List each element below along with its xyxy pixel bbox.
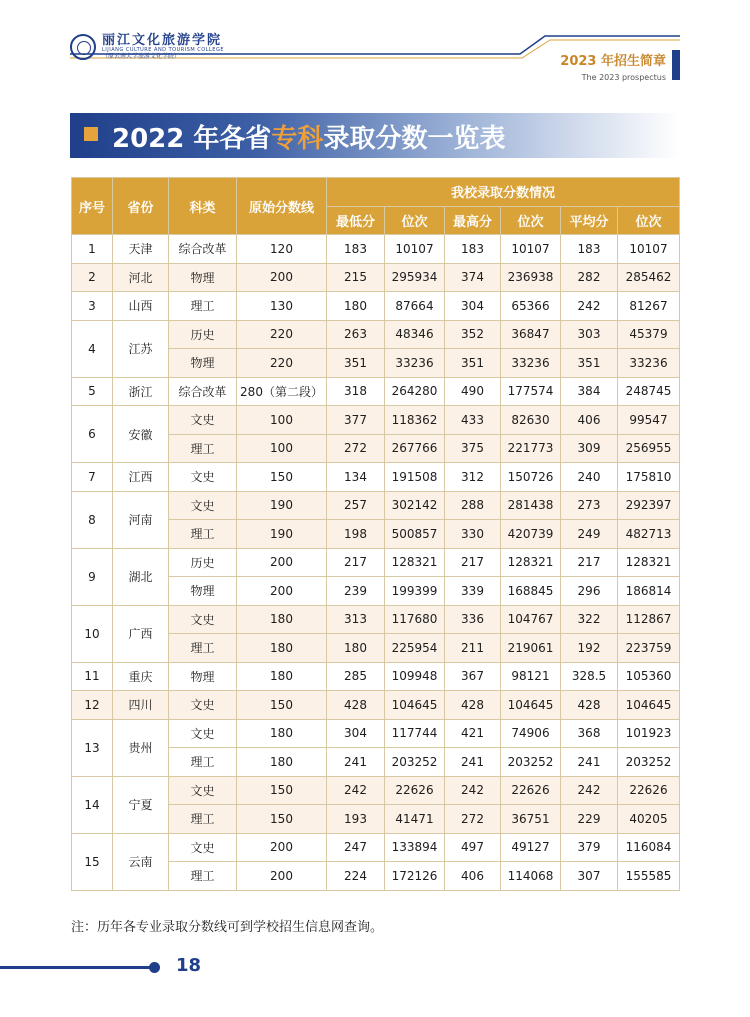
cell-max-rank: 236938 — [501, 263, 561, 292]
cell-avg-score: 351 — [561, 349, 618, 378]
cell-category: 理工 — [169, 434, 237, 463]
cell-max-score: 304 — [445, 292, 501, 321]
cell-avg-score: 282 — [561, 263, 618, 292]
cell-baseline: 150 — [237, 463, 327, 492]
cell-avg-rank: 223759 — [618, 634, 680, 663]
prospectus-label — [560, 50, 666, 82]
cell-min-rank: 118362 — [385, 406, 445, 435]
cell-max-rank: 177574 — [501, 377, 561, 406]
cell-avg-rank: 285462 — [618, 263, 680, 292]
header-school-scores: 我校录取分数情况 — [327, 178, 680, 207]
cell-max-rank: 281438 — [501, 491, 561, 520]
cell-min-score: 313 — [327, 605, 385, 634]
cell-province: 云南 — [113, 833, 169, 890]
cell-min-score: 263 — [327, 320, 385, 349]
cell-max-score: 339 — [445, 577, 501, 606]
table-row — [72, 833, 680, 862]
cell-min-score: 217 — [327, 548, 385, 577]
cell-baseline: 130 — [237, 292, 327, 321]
cell-min-score: 247 — [327, 833, 385, 862]
cell-max-rank: 22626 — [501, 776, 561, 805]
title-square-icon — [84, 127, 98, 141]
title-suffix: 录取分数一览表 — [323, 124, 506, 154]
cell-index: 14 — [72, 776, 113, 833]
title-highlight: 专科 — [271, 124, 324, 154]
cell-avg-rank: 256955 — [618, 434, 680, 463]
cell-max-score: 433 — [445, 406, 501, 435]
college-logo — [70, 34, 224, 60]
cell-avg-rank: 112867 — [618, 605, 680, 634]
college-seal-icon — [70, 34, 96, 60]
cell-category: 文史 — [169, 605, 237, 634]
cell-avg-score: 428 — [561, 691, 618, 720]
cell-max-score: 497 — [445, 833, 501, 862]
cell-province: 重庆 — [113, 662, 169, 691]
cell-min-score: 377 — [327, 406, 385, 435]
cell-baseline: 200 — [237, 577, 327, 606]
cell-min-rank: 267766 — [385, 434, 445, 463]
cell-category: 文史 — [169, 719, 237, 748]
cell-avg-score: 249 — [561, 520, 618, 549]
cell-min-score: 224 — [327, 862, 385, 891]
cell-avg-rank: 99547 — [618, 406, 680, 435]
cell-max-score: 241 — [445, 748, 501, 777]
cell-index: 11 — [72, 662, 113, 691]
cell-max-score: 367 — [445, 662, 501, 691]
cell-avg-score: 384 — [561, 377, 618, 406]
cell-max-rank: 104767 — [501, 605, 561, 634]
cell-province: 江苏 — [113, 320, 169, 377]
cell-max-rank: 114068 — [501, 862, 561, 891]
table-row — [72, 292, 680, 321]
cell-baseline: 190 — [237, 520, 327, 549]
cell-min-rank: 128321 — [385, 548, 445, 577]
table-row — [72, 662, 680, 691]
cell-baseline: 150 — [237, 691, 327, 720]
table-row — [72, 463, 680, 492]
cell-avg-rank: 155585 — [618, 862, 680, 891]
cell-avg-score: 303 — [561, 320, 618, 349]
cell-baseline: 200 — [237, 548, 327, 577]
cell-max-rank: 82630 — [501, 406, 561, 435]
cell-max-rank: 49127 — [501, 833, 561, 862]
cell-baseline: 180 — [237, 719, 327, 748]
cell-avg-score: 379 — [561, 833, 618, 862]
cell-category: 理工 — [169, 862, 237, 891]
cell-province: 宁夏 — [113, 776, 169, 833]
cell-min-rank: 133894 — [385, 833, 445, 862]
cell-province: 浙江 — [113, 377, 169, 406]
cell-max-rank: 36847 — [501, 320, 561, 349]
cell-category: 文史 — [169, 833, 237, 862]
cell-max-rank: 65366 — [501, 292, 561, 321]
cell-avg-rank: 33236 — [618, 349, 680, 378]
cell-baseline: 190 — [237, 491, 327, 520]
cell-avg-score: 328.5 — [561, 662, 618, 691]
cell-province: 安徽 — [113, 406, 169, 463]
header-min-rank: 位次 — [385, 206, 445, 235]
cell-min-score: 285 — [327, 662, 385, 691]
cell-avg-rank: 101923 — [618, 719, 680, 748]
cell-max-score: 242 — [445, 776, 501, 805]
cell-category: 理工 — [169, 520, 237, 549]
cell-min-rank: 295934 — [385, 263, 445, 292]
cell-min-score: 272 — [327, 434, 385, 463]
table-row — [72, 235, 680, 264]
cell-min-rank: 264280 — [385, 377, 445, 406]
cell-max-score: 312 — [445, 463, 501, 492]
cell-min-score: 257 — [327, 491, 385, 520]
cell-index: 1 — [72, 235, 113, 264]
cell-baseline: 100 — [237, 406, 327, 435]
cell-baseline: 280（第二段） — [237, 377, 327, 406]
cell-baseline: 200 — [237, 833, 327, 862]
cell-avg-rank: 175810 — [618, 463, 680, 492]
cell-max-score: 330 — [445, 520, 501, 549]
cell-min-rank: 203252 — [385, 748, 445, 777]
cell-max-rank: 150726 — [501, 463, 561, 492]
cell-max-score: 490 — [445, 377, 501, 406]
table-row — [72, 377, 680, 406]
cell-avg-rank: 22626 — [618, 776, 680, 805]
cell-avg-rank: 482713 — [618, 520, 680, 549]
admission-scores-table — [71, 177, 680, 891]
header-min-score: 最低分 — [327, 206, 385, 235]
cell-category: 物理 — [169, 263, 237, 292]
page-number: 18 — [176, 955, 202, 976]
header-avg-rank: 位次 — [618, 206, 680, 235]
cell-index: 8 — [72, 491, 113, 548]
cell-max-score: 421 — [445, 719, 501, 748]
cell-avg-rank: 81267 — [618, 292, 680, 321]
cell-avg-score: 273 — [561, 491, 618, 520]
cell-min-score: 242 — [327, 776, 385, 805]
cell-index: 2 — [72, 263, 113, 292]
cell-category: 综合改革 — [169, 235, 237, 264]
cell-min-score: 180 — [327, 292, 385, 321]
cell-min-score: 193 — [327, 805, 385, 834]
cell-category: 物理 — [169, 349, 237, 378]
cell-province: 山西 — [113, 292, 169, 321]
cell-province: 四川 — [113, 691, 169, 720]
cell-max-rank: 74906 — [501, 719, 561, 748]
cell-avg-score: 217 — [561, 548, 618, 577]
cell-category: 理工 — [169, 748, 237, 777]
cell-avg-rank: 104645 — [618, 691, 680, 720]
cell-category: 历史 — [169, 548, 237, 577]
cell-index: 3 — [72, 292, 113, 321]
cell-category: 文史 — [169, 491, 237, 520]
cell-index: 12 — [72, 691, 113, 720]
cell-baseline: 150 — [237, 805, 327, 834]
cell-province: 广西 — [113, 605, 169, 662]
prospectus-title-en: The 2023 prospectus — [581, 73, 666, 82]
cell-min-score: 198 — [327, 520, 385, 549]
title-prefix: 2022 年各省 — [112, 124, 272, 154]
cell-avg-score: 240 — [561, 463, 618, 492]
cell-baseline: 220 — [237, 320, 327, 349]
header-province: 省份 — [113, 178, 169, 235]
cell-avg-score: 296 — [561, 577, 618, 606]
cell-avg-score: 406 — [561, 406, 618, 435]
cell-max-score: 183 — [445, 235, 501, 264]
cell-max-score: 336 — [445, 605, 501, 634]
cell-min-rank: 302142 — [385, 491, 445, 520]
cell-category: 文史 — [169, 463, 237, 492]
header-accent-bar — [672, 50, 680, 80]
table-row — [72, 691, 680, 720]
cell-avg-rank: 128321 — [618, 548, 680, 577]
cell-index: 5 — [72, 377, 113, 406]
cell-max-score: 428 — [445, 691, 501, 720]
cell-baseline: 180 — [237, 662, 327, 691]
table-row — [72, 719, 680, 748]
cell-avg-rank: 116084 — [618, 833, 680, 862]
cell-category: 理工 — [169, 292, 237, 321]
header-max-rank: 位次 — [501, 206, 561, 235]
cell-min-rank: 33236 — [385, 349, 445, 378]
cell-min-rank: 117680 — [385, 605, 445, 634]
college-former-name: （原云南大学旅游文化学院） — [102, 52, 181, 60]
cell-min-rank: 199399 — [385, 577, 445, 606]
cell-index: 7 — [72, 463, 113, 492]
header-category: 科类 — [169, 178, 237, 235]
cell-category: 历史 — [169, 320, 237, 349]
cell-min-rank: 109948 — [385, 662, 445, 691]
cell-min-rank: 104645 — [385, 691, 445, 720]
cell-baseline: 220 — [237, 349, 327, 378]
cell-min-score: 241 — [327, 748, 385, 777]
cell-min-score: 239 — [327, 577, 385, 606]
cell-avg-rank: 186814 — [618, 577, 680, 606]
cell-index: 4 — [72, 320, 113, 377]
cell-min-rank: 48346 — [385, 320, 445, 349]
cell-max-score: 217 — [445, 548, 501, 577]
cell-category: 文史 — [169, 691, 237, 720]
cell-min-score: 351 — [327, 349, 385, 378]
cell-category: 文史 — [169, 406, 237, 435]
page-header — [0, 0, 750, 100]
cell-category: 物理 — [169, 662, 237, 691]
table-row — [72, 491, 680, 520]
cell-baseline: 120 — [237, 235, 327, 264]
cell-max-rank: 420739 — [501, 520, 561, 549]
cell-avg-score: 192 — [561, 634, 618, 663]
table-row — [72, 548, 680, 577]
cell-min-rank: 22626 — [385, 776, 445, 805]
cell-avg-score: 229 — [561, 805, 618, 834]
cell-max-score: 406 — [445, 862, 501, 891]
cell-min-score: 215 — [327, 263, 385, 292]
cell-max-rank: 128321 — [501, 548, 561, 577]
cell-avg-rank: 248745 — [618, 377, 680, 406]
college-name-cn: 丽江文化旅游学院 — [102, 33, 223, 48]
cell-baseline: 150 — [237, 776, 327, 805]
header-baseline: 原始分数线 — [237, 178, 327, 235]
cell-province: 湖北 — [113, 548, 169, 605]
cell-avg-rank: 292397 — [618, 491, 680, 520]
cell-min-rank: 500857 — [385, 520, 445, 549]
cell-province: 贵州 — [113, 719, 169, 776]
cell-avg-rank: 45379 — [618, 320, 680, 349]
cell-max-rank: 98121 — [501, 662, 561, 691]
cell-index: 15 — [72, 833, 113, 890]
cell-max-rank: 219061 — [501, 634, 561, 663]
cell-category: 物理 — [169, 577, 237, 606]
cell-max-score: 374 — [445, 263, 501, 292]
cell-min-score: 134 — [327, 463, 385, 492]
cell-min-rank: 41471 — [385, 805, 445, 834]
cell-min-rank: 117744 — [385, 719, 445, 748]
cell-province: 江西 — [113, 463, 169, 492]
header-index: 序号 — [72, 178, 113, 235]
cell-max-score: 375 — [445, 434, 501, 463]
footer-dot-icon — [149, 962, 160, 973]
cell-baseline: 180 — [237, 748, 327, 777]
cell-min-score: 318 — [327, 377, 385, 406]
cell-avg-score: 309 — [561, 434, 618, 463]
cell-index: 9 — [72, 548, 113, 605]
cell-max-score: 351 — [445, 349, 501, 378]
cell-max-rank: 10107 — [501, 235, 561, 264]
cell-avg-rank: 40205 — [618, 805, 680, 834]
cell-category: 理工 — [169, 805, 237, 834]
cell-baseline: 180 — [237, 605, 327, 634]
cell-avg-score: 307 — [561, 862, 618, 891]
table-row — [72, 320, 680, 349]
cell-baseline: 100 — [237, 434, 327, 463]
table-row — [72, 263, 680, 292]
cell-min-score: 428 — [327, 691, 385, 720]
cell-max-rank: 221773 — [501, 434, 561, 463]
cell-baseline: 180 — [237, 634, 327, 663]
cell-avg-rank: 203252 — [618, 748, 680, 777]
cell-max-rank: 33236 — [501, 349, 561, 378]
table-row — [72, 605, 680, 634]
cell-index: 13 — [72, 719, 113, 776]
header-avg-score: 平均分 — [561, 206, 618, 235]
prospectus-title-cn: 2023 年招生简章 — [560, 54, 666, 69]
cell-min-score: 183 — [327, 235, 385, 264]
cell-category: 文史 — [169, 776, 237, 805]
header-max-score: 最高分 — [445, 206, 501, 235]
cell-max-rank: 203252 — [501, 748, 561, 777]
cell-avg-score: 241 — [561, 748, 618, 777]
cell-baseline: 200 — [237, 862, 327, 891]
cell-min-rank: 191508 — [385, 463, 445, 492]
cell-avg-score: 242 — [561, 776, 618, 805]
cell-max-rank: 36751 — [501, 805, 561, 834]
college-name-en: LIJIANG CULTURE AND TOURISM COLLEGE — [102, 47, 224, 54]
footnote: 注：历年各专业录取分数线可到学校招生信息网查询。 — [71, 920, 384, 935]
cell-baseline: 200 — [237, 263, 327, 292]
cell-min-score: 304 — [327, 719, 385, 748]
cell-province: 河南 — [113, 491, 169, 548]
cell-min-rank: 10107 — [385, 235, 445, 264]
footer-line — [0, 966, 154, 969]
cell-province: 河北 — [113, 263, 169, 292]
cell-index: 10 — [72, 605, 113, 662]
cell-max-rank: 104645 — [501, 691, 561, 720]
cell-province: 天津 — [113, 235, 169, 264]
cell-avg-score: 242 — [561, 292, 618, 321]
cell-max-rank: 168845 — [501, 577, 561, 606]
cell-max-score: 211 — [445, 634, 501, 663]
cell-min-score: 180 — [327, 634, 385, 663]
cell-avg-score: 368 — [561, 719, 618, 748]
cell-avg-rank: 10107 — [618, 235, 680, 264]
cell-min-rank: 87664 — [385, 292, 445, 321]
cell-category: 理工 — [169, 634, 237, 663]
cell-min-rank: 172126 — [385, 862, 445, 891]
cell-avg-rank: 105360 — [618, 662, 680, 691]
cell-max-score: 352 — [445, 320, 501, 349]
cell-max-score: 272 — [445, 805, 501, 834]
page-title — [112, 118, 505, 155]
cell-min-rank: 225954 — [385, 634, 445, 663]
table-row — [72, 406, 680, 435]
table-row — [72, 776, 680, 805]
cell-avg-score: 183 — [561, 235, 618, 264]
cell-index: 6 — [72, 406, 113, 463]
cell-max-score: 288 — [445, 491, 501, 520]
cell-category: 综合改革 — [169, 377, 237, 406]
cell-avg-score: 322 — [561, 605, 618, 634]
